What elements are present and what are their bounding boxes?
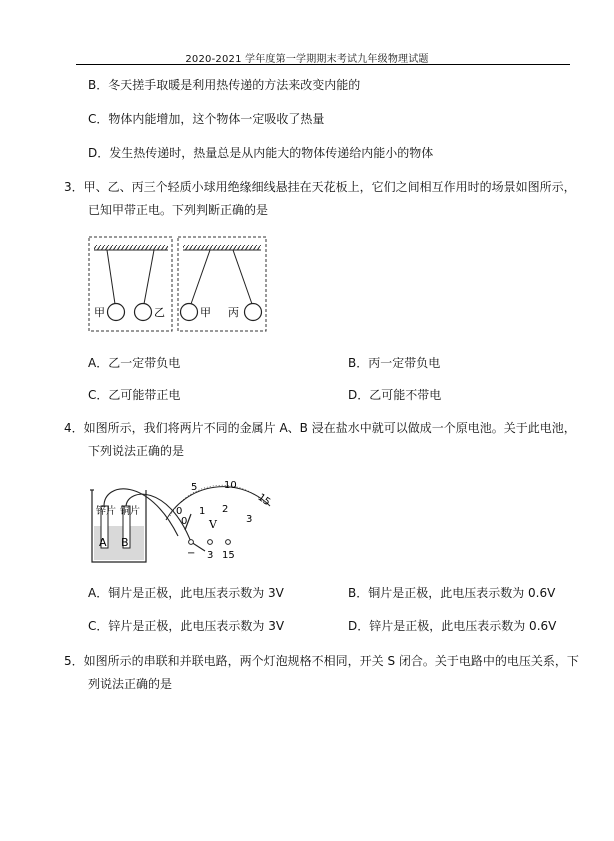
terminal-3 bbox=[208, 540, 213, 545]
label-bing: 丙 bbox=[228, 306, 239, 319]
scale-top-5: 5 bbox=[191, 482, 198, 493]
q5-stem-line1: 5．如图所示的串联和并联电路，两个灯泡规格不相同，开关 S 闭合。关于电路中的电压关系，下 bbox=[64, 654, 579, 668]
ball-jia-right bbox=[181, 304, 198, 321]
q3-option-c: C．乙可能带正电 bbox=[88, 388, 181, 402]
q3-option-b: B．丙一定带负电 bbox=[348, 356, 441, 370]
q4-stem-line2: 下列说法正确的是 bbox=[88, 444, 185, 458]
left-pendulum-box bbox=[89, 237, 172, 331]
header-rule bbox=[76, 64, 570, 65]
q3-stem-line2: 已知甲带正电。下列判断正确的是 bbox=[88, 203, 269, 217]
q3-stem-line1: 3．甲、乙、丙三个轻质小球用绝缘细线悬挂在天花板上，它们之间相互作用时的场景如图所示， bbox=[64, 180, 576, 194]
scale-top-10: 10 bbox=[224, 480, 237, 491]
q4-stem-line1: 4．如图所示，我们将两片不同的金属片 A、B 浸在盐水中就可以做成一个原电池。关于此电池， bbox=[64, 421, 576, 435]
terminal-negative bbox=[189, 540, 194, 545]
q3-option-a: A．乙一定带负电 bbox=[88, 356, 181, 370]
label-yi: 乙 bbox=[154, 306, 165, 319]
q2-option-b: B．冬天搓手取暖是利用热传递的方法来改变内能的 bbox=[88, 78, 361, 92]
q2-option-d: D．发生热传递时，热量总是从内能大的物体传递给内能小的物体 bbox=[88, 146, 434, 160]
beaker bbox=[90, 490, 146, 562]
label-copper: 铜片 bbox=[120, 506, 140, 517]
label-zinc: 锌片 bbox=[96, 506, 116, 517]
q4-option-c: C．锌片是正极，此电压表示数为 3V bbox=[88, 619, 285, 633]
terminal-label-3: 3 bbox=[207, 550, 214, 561]
q2-option-c: C．物体内能增加，这个物体一定吸收了热量 bbox=[88, 112, 325, 126]
ball-yi bbox=[135, 304, 152, 321]
q4-option-a: A．铜片是正极，此电压表示数为 3V bbox=[88, 586, 284, 600]
scale-top-15: 15 bbox=[255, 491, 273, 509]
terminal-15 bbox=[226, 540, 231, 545]
scale-bottom-1: 1 bbox=[199, 506, 206, 517]
scale-bottom-2: 2 bbox=[222, 504, 229, 515]
scale-bottom-0: 0 bbox=[181, 516, 188, 527]
label-jia-right: 甲 bbox=[200, 306, 211, 319]
q4-option-d: D．锌片是正极，此电压表示数为 0.6V bbox=[348, 619, 557, 633]
q4-battery-voltmeter-figure bbox=[88, 476, 288, 568]
label-b: B bbox=[121, 536, 129, 549]
page-header: 2020-2021 学年度第一学期期末考试九年级物理试题 bbox=[185, 54, 429, 65]
terminal-label-15: 15 bbox=[222, 550, 235, 561]
scale-top-0: 0 bbox=[176, 506, 183, 517]
label-jia-left: 甲 bbox=[94, 306, 105, 319]
label-a: A bbox=[99, 536, 107, 549]
ball-bing bbox=[245, 304, 262, 321]
scale-bottom-3: 3 bbox=[246, 514, 253, 525]
ball-jia-left bbox=[108, 304, 125, 321]
voltmeter-dial bbox=[166, 480, 272, 531]
meter-label-v: V bbox=[209, 518, 217, 531]
q5-stem-line2: 列说法正确的是 bbox=[88, 677, 173, 691]
right-pendulum-box bbox=[178, 237, 266, 331]
terminal-label-negative: − bbox=[187, 548, 196, 559]
q3-pendulum-figure bbox=[88, 234, 270, 334]
q3-option-d: D．乙可能不带电 bbox=[348, 388, 442, 402]
q4-option-b: B．铜片是正极，此电压表示数为 0.6V bbox=[348, 586, 556, 600]
